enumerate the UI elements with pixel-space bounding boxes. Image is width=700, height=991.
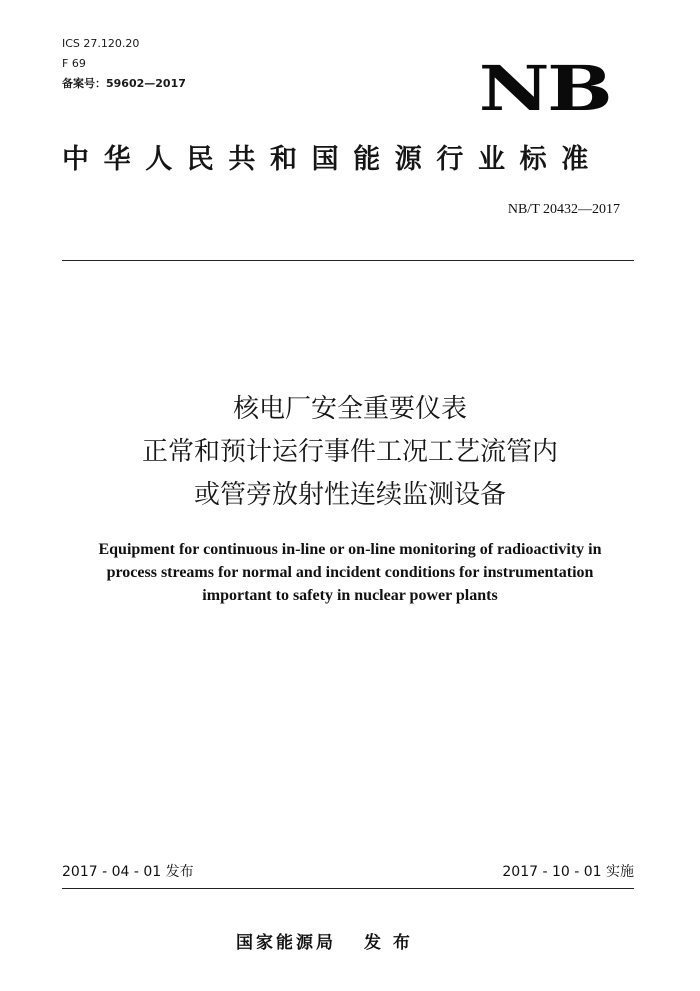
english-title-line: important to safety in nuclear power plants	[202, 587, 498, 604]
implementation-date: 2017 - 10 - 01 实施	[502, 864, 634, 880]
english-title-line: Equipment for continuous in-line or on-line monitoring of radioactivity in	[98, 541, 602, 558]
chinese-title-line: 或管旁放射性连续监测设备	[193, 480, 506, 510]
standard-code: NB/T 20432—2017	[507, 202, 620, 217]
record-number: 备案号：59602—2017	[62, 77, 186, 90]
standard-category-title: 中华人民共和国能源行业标准	[62, 144, 603, 175]
issuer-action: 发 布	[364, 933, 413, 953]
english-title-line: process streams for normal and incident conditions for instrumentation	[106, 564, 594, 581]
english-title	[40, 538, 660, 607]
chinese-title	[0, 388, 700, 517]
ccs-code: F 69	[62, 57, 86, 70]
ics-code: ICS 27.120.20	[62, 37, 140, 50]
issuer-name: 国家能源局	[236, 933, 336, 953]
chinese-title-line: 正常和预计运行事件工况工艺流管内	[141, 437, 558, 467]
top-divider	[62, 260, 634, 261]
bottom-divider	[62, 888, 634, 889]
issue-date: 2017 - 04 - 01 发布	[62, 864, 194, 880]
issuer-line	[236, 928, 413, 953]
chinese-title-line: 核电厂安全重要仪表	[232, 394, 467, 424]
nb-logo: NB	[478, 52, 610, 125]
